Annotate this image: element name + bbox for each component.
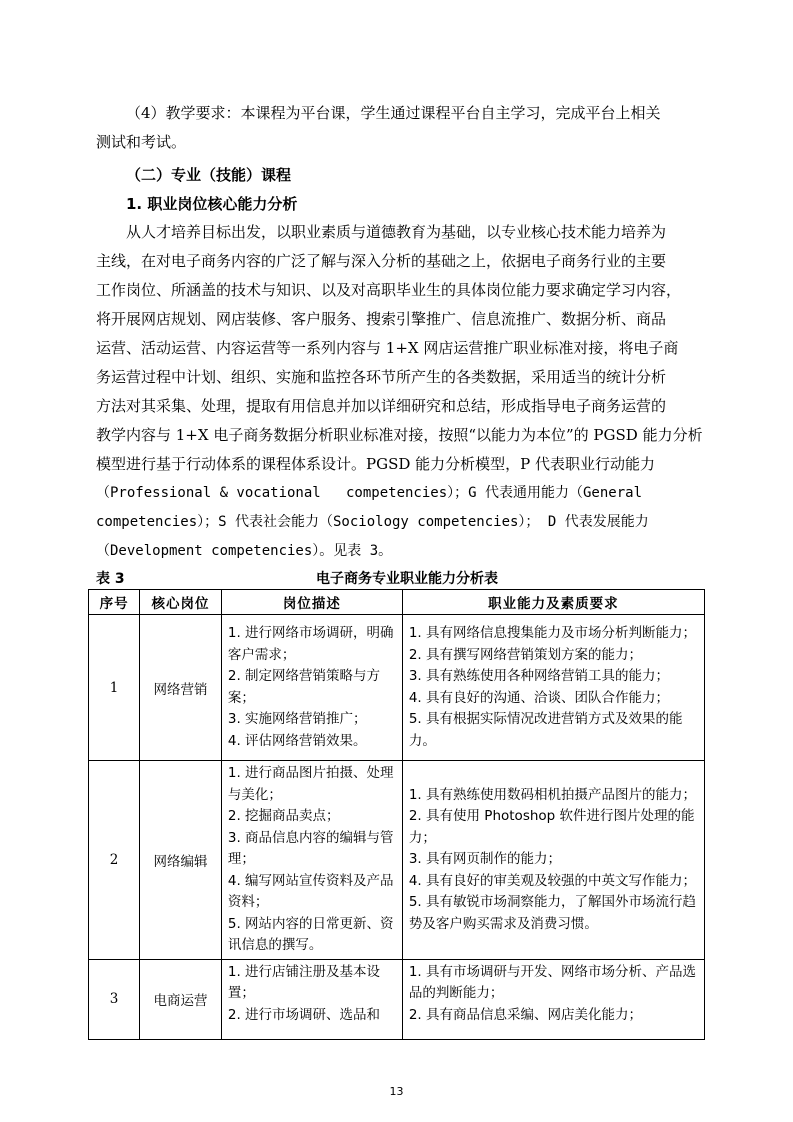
- requirement-item: 5. 具有根据实际情况改进营销方式及效果的能力。: [408, 711, 683, 749]
- analysis-paragraph: [96, 218, 703, 479]
- sub-heading: 1. 职业岗位核心能力分析: [126, 195, 298, 213]
- row-post: 网络营销: [140, 615, 222, 761]
- paragraph-line: 工作岗位、所涵盖的技术与知识、以及对高职毕业生的具体岗位能力要求确定学习内容，: [96, 281, 682, 299]
- paragraph-line: （Development competencies）。见表 3。: [96, 543, 393, 559]
- requirement-item: 4. 具有良好的沟通、洽谈、团队合作能力；: [408, 689, 670, 706]
- requirement-item: 1. 具有熟练使用数码相机拍摄产品图片的能力；: [408, 786, 697, 803]
- row-requirements: [402, 615, 704, 761]
- section-heading: （二）专业（技能）课程: [126, 166, 292, 184]
- paragraph-line: 务运营过程中计划、组织、实施和监控各环节所产生的各类数据，采用适当的统计分析: [96, 368, 667, 386]
- row-requirements: [402, 959, 704, 1039]
- paragraph-line: （Professional & vocational competencies）；G 代表通用能力（General: [96, 485, 643, 501]
- page-number: 13: [389, 1085, 404, 1098]
- requirement-item: 1. 具有网络信息搜集能力及市场分析判断能力；: [408, 625, 697, 641]
- description-item: 2. 制定网络营销策略与方案；: [227, 668, 381, 706]
- row-number: 2: [89, 761, 140, 960]
- description-item: 5. 网站内容的日常更新、资讯信息的撰写。: [227, 915, 394, 953]
- row-post: 网络编辑: [140, 761, 222, 960]
- header-post: 核心岗位: [140, 590, 222, 615]
- competency-table: [88, 589, 705, 1040]
- row-number: 3: [89, 959, 140, 1039]
- requirement-item: 5. 具有敏锐市场洞察能力，了解国外市场流行趋势及客户购买需求及消费习惯。: [408, 894, 697, 932]
- row-requirements: [402, 761, 704, 960]
- table-title: 电子商务专业职业能力分析表: [316, 571, 498, 587]
- requirement-item: 2. 具有商品信息采编、网店美化能力；: [408, 1006, 643, 1023]
- paragraph-line: 主线，在对电子商务内容的广泛了解与深入分析的基础之上，依据电子商务行业的主要: [96, 252, 667, 270]
- description-item: 4. 评估网络营销效果。: [227, 732, 367, 749]
- table-row: [89, 959, 705, 1039]
- requirement-item: 1. 具有市场调研与开发、网络市场分析、产品选品的判断能力；: [408, 963, 697, 1001]
- table-row: [89, 761, 705, 960]
- paragraph-line: competencies）；S 代表社会能力（Sociology competencies）； D 代表发展能力: [96, 514, 649, 530]
- table-header-row: [89, 590, 705, 615]
- description-item: 3. 商品信息内容的编辑与管理；: [227, 829, 394, 867]
- paragraph-line: 教学内容与 1+X 电子商务数据分析职业标准对接，按照“以能力为本位”的 PGSD 能力分析: [96, 426, 703, 444]
- table-row: [89, 615, 705, 761]
- description-item: 2. 挖掘商品卖点；: [227, 808, 340, 824]
- description-item: 4. 编写网站宣传资料及产品资料；: [227, 872, 394, 910]
- paragraph-line: 从人才培养目标出发，以职业素质与道德教育为基础，以专业核心技术能力培养为: [126, 223, 667, 241]
- requirement-item: 2. 具有使用 Photoshop 软件进行图片处理的能力；: [408, 808, 695, 846]
- header-no: 序号: [89, 590, 140, 615]
- row-number: 1: [89, 615, 140, 761]
- paragraph-line: 运营、活动运营、内容运营等一系列内容与 1+X 网店运营推广职业标准对接，将电子商: [96, 339, 679, 357]
- teaching-requirement-paragraph: [96, 99, 700, 157]
- description-item: 1. 进行店铺注册及基本设置；: [227, 963, 381, 1001]
- paragraph-line: 测试和考试。: [96, 133, 187, 151]
- row-description: [221, 615, 402, 761]
- row-description: [221, 761, 402, 960]
- paragraph-line: 将开展网店规划、网店装修、客户服务、搜索引擎推广、信息流推广、数据分析、商品: [96, 310, 667, 328]
- row-post: 电商运营: [140, 959, 222, 1039]
- row-description: [221, 959, 402, 1039]
- requirement-item: 3. 具有网页制作的能力；: [408, 851, 562, 867]
- description-item: 2. 进行市场调研、选品和: [227, 1006, 381, 1023]
- paragraph-line: 模型进行基于行动体系的课程体系设计。PGSD 能力分析模型，P 代表职业行动能力: [96, 455, 656, 473]
- requirement-item: 4. 具有良好的审美观及较强的中英文写作能力；: [408, 872, 697, 889]
- requirement-item: 2. 具有撰写网络营销策划方案的能力；: [408, 646, 643, 663]
- header-desc: 岗位描述: [221, 590, 402, 615]
- table-label: 表 3: [96, 571, 125, 587]
- requirement-item: 3. 具有熟练使用各种网络营销工具的能力；: [408, 668, 670, 684]
- paragraph-line: 方法对其采集、处理，提取有用信息并加以详细研究和总结，形成指导电子商务运营的: [96, 397, 667, 415]
- description-item: 1. 进行商品图片拍摄、处理与美化；: [227, 765, 394, 803]
- header-req: 职业能力及素质要求: [402, 590, 704, 615]
- paragraph-line: （4）教学要求：本课程为平台课，学生通过课程平台自主学习，完成平台上相关: [126, 104, 661, 122]
- description-item: 3. 实施网络营销推广；: [227, 711, 367, 727]
- description-item: 1. 进行网络市场调研，明确客户需求；: [227, 625, 394, 663]
